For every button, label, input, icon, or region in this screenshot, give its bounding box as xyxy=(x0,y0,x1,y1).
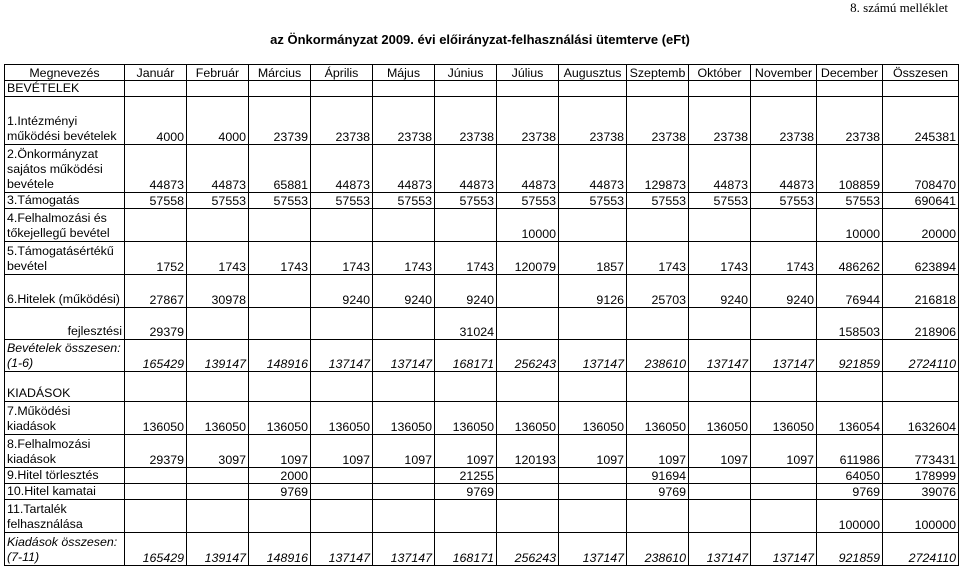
empty-cell xyxy=(435,81,497,97)
value-cell: 23738 xyxy=(751,97,817,145)
value-cell: 120193 xyxy=(497,435,559,468)
empty-cell xyxy=(817,372,883,402)
value-cell: 64050 xyxy=(817,468,883,484)
value-cell: 1743 xyxy=(689,242,751,275)
value-cell: 29379 xyxy=(125,308,187,340)
value-cell: 4000 xyxy=(187,97,249,145)
budget-table xyxy=(4,64,959,566)
value-cell: 23739 xyxy=(249,97,311,145)
value-cell xyxy=(187,468,249,484)
column-header: Összesen xyxy=(883,65,959,81)
value-cell: 136050 xyxy=(751,402,817,435)
value-cell: 3097 xyxy=(187,435,249,468)
value-cell xyxy=(497,484,559,500)
column-header: Március xyxy=(249,65,311,81)
value-cell xyxy=(311,308,373,340)
value-cell: 9240 xyxy=(435,275,497,308)
table-row xyxy=(5,193,959,209)
value-cell: 21255 xyxy=(435,468,497,484)
empty-cell xyxy=(689,81,751,97)
value-cell: 120079 xyxy=(497,242,559,275)
value-cell: 57553 xyxy=(559,193,627,209)
value-cell: 486262 xyxy=(817,242,883,275)
value-cell: 137147 xyxy=(373,533,435,566)
value-cell: 9769 xyxy=(435,484,497,500)
value-cell: 23738 xyxy=(627,97,689,145)
empty-cell xyxy=(373,81,435,97)
value-cell xyxy=(559,500,627,533)
value-cell: 57553 xyxy=(187,193,249,209)
value-cell: 137147 xyxy=(751,340,817,372)
value-cell: 2000 xyxy=(249,468,311,484)
value-cell xyxy=(751,209,817,242)
empty-cell xyxy=(627,81,689,97)
value-cell: 39076 xyxy=(883,484,959,500)
value-cell: 23738 xyxy=(435,97,497,145)
value-cell xyxy=(249,209,311,242)
empty-cell xyxy=(373,372,435,402)
column-header: November xyxy=(751,65,817,81)
table-row xyxy=(5,533,959,566)
value-cell: 137147 xyxy=(311,340,373,372)
value-cell xyxy=(187,209,249,242)
value-cell: 165429 xyxy=(125,340,187,372)
value-cell xyxy=(373,468,435,484)
row-label: 8.Felhalmozási kiadások xyxy=(5,435,125,468)
empty-cell xyxy=(817,81,883,97)
value-cell: 137147 xyxy=(559,340,627,372)
value-cell xyxy=(751,468,817,484)
empty-cell xyxy=(751,372,817,402)
value-cell: 136050 xyxy=(559,402,627,435)
value-cell xyxy=(627,209,689,242)
row-label: Bevételek összesen:(1-6) xyxy=(5,340,125,372)
value-cell xyxy=(497,308,559,340)
value-cell: 1743 xyxy=(311,242,373,275)
value-cell: 256243 xyxy=(497,340,559,372)
value-cell: 23738 xyxy=(559,97,627,145)
column-header: Május xyxy=(373,65,435,81)
table-row xyxy=(5,97,959,145)
value-cell: 100000 xyxy=(883,500,959,533)
value-cell xyxy=(125,484,187,500)
header-row xyxy=(5,65,959,81)
value-cell xyxy=(373,308,435,340)
table-row xyxy=(5,275,959,308)
value-cell xyxy=(373,209,435,242)
value-cell: 23738 xyxy=(689,97,751,145)
value-cell: 168171 xyxy=(435,533,497,566)
value-cell: 1097 xyxy=(249,435,311,468)
empty-cell xyxy=(187,372,249,402)
value-cell: 9769 xyxy=(627,484,689,500)
value-cell xyxy=(559,468,627,484)
row-label: 9.Hitel törlesztés xyxy=(5,468,125,484)
value-cell: 1097 xyxy=(435,435,497,468)
value-cell: 1857 xyxy=(559,242,627,275)
value-cell: 136050 xyxy=(125,402,187,435)
value-cell: 57553 xyxy=(627,193,689,209)
empty-cell xyxy=(559,81,627,97)
value-cell: 136054 xyxy=(817,402,883,435)
column-header: Szeptemb xyxy=(627,65,689,81)
row-label: Kiadások összesen:(7-11) xyxy=(5,533,125,566)
value-cell: 168171 xyxy=(435,340,497,372)
value-cell: 44873 xyxy=(373,145,435,193)
value-cell xyxy=(751,484,817,500)
value-cell xyxy=(497,468,559,484)
value-cell: 31024 xyxy=(435,308,497,340)
value-cell: 23738 xyxy=(497,97,559,145)
value-cell: 245381 xyxy=(883,97,959,145)
empty-cell xyxy=(559,372,627,402)
value-cell: 136050 xyxy=(373,402,435,435)
empty-cell xyxy=(497,81,559,97)
value-cell: 57553 xyxy=(751,193,817,209)
empty-cell xyxy=(497,372,559,402)
value-cell: 76944 xyxy=(817,275,883,308)
value-cell: 129873 xyxy=(627,145,689,193)
value-cell: 108859 xyxy=(817,145,883,193)
value-cell: 137147 xyxy=(689,340,751,372)
row-label: 11.Tartalék felhasználása xyxy=(5,500,125,533)
column-header: December xyxy=(817,65,883,81)
table-row xyxy=(5,484,959,500)
value-cell xyxy=(187,500,249,533)
row-label: 5.Támogatásértékű bevétel xyxy=(5,242,125,275)
value-cell xyxy=(497,275,559,308)
table-row xyxy=(5,468,959,484)
value-cell: 23738 xyxy=(311,97,373,145)
value-cell xyxy=(689,500,751,533)
value-cell: 9240 xyxy=(751,275,817,308)
value-cell: 57553 xyxy=(817,193,883,209)
row-label: 2.Önkormányzat sajátos működési bevétele xyxy=(5,145,125,193)
value-cell: 139147 xyxy=(187,533,249,566)
empty-cell xyxy=(311,372,373,402)
value-cell: 57553 xyxy=(689,193,751,209)
section-revenue-row xyxy=(5,81,959,97)
value-cell: 158503 xyxy=(817,308,883,340)
value-cell: 1097 xyxy=(373,435,435,468)
section-revenue: BEVÉTELEK xyxy=(5,81,125,97)
value-cell: 65881 xyxy=(249,145,311,193)
value-cell: 1743 xyxy=(751,242,817,275)
empty-cell xyxy=(311,81,373,97)
value-cell: 44873 xyxy=(497,145,559,193)
value-cell: 57553 xyxy=(373,193,435,209)
value-cell: 218906 xyxy=(883,308,959,340)
value-cell xyxy=(311,500,373,533)
row-label: 10.Hitel kamatai xyxy=(5,484,125,500)
value-cell xyxy=(689,484,751,500)
section-expense-row xyxy=(5,372,959,402)
value-cell xyxy=(125,468,187,484)
row-label: 1.Intézményi működési bevételek xyxy=(5,97,125,145)
value-cell xyxy=(627,308,689,340)
empty-cell xyxy=(249,81,311,97)
value-cell: 23738 xyxy=(817,97,883,145)
value-cell xyxy=(435,209,497,242)
value-cell: 1743 xyxy=(627,242,689,275)
value-cell: 256243 xyxy=(497,533,559,566)
value-cell xyxy=(311,468,373,484)
empty-cell xyxy=(627,372,689,402)
value-cell xyxy=(249,500,311,533)
value-cell: 57553 xyxy=(435,193,497,209)
value-cell: 139147 xyxy=(187,340,249,372)
table-row xyxy=(5,500,959,533)
value-cell: 4000 xyxy=(125,97,187,145)
annex-label: 8. számú melléklet xyxy=(850,0,948,15)
column-header: Április xyxy=(311,65,373,81)
empty-cell xyxy=(883,372,959,402)
value-cell xyxy=(125,209,187,242)
value-cell xyxy=(559,308,627,340)
value-cell: 137147 xyxy=(311,533,373,566)
value-cell: 690641 xyxy=(883,193,959,209)
value-cell: 611986 xyxy=(817,435,883,468)
value-cell: 2724110 xyxy=(883,340,959,372)
value-cell xyxy=(249,308,311,340)
value-cell: 1097 xyxy=(559,435,627,468)
value-cell: 136050 xyxy=(627,402,689,435)
value-cell xyxy=(559,209,627,242)
value-cell: 44873 xyxy=(559,145,627,193)
value-cell: 148916 xyxy=(249,340,311,372)
value-cell: 44873 xyxy=(311,145,373,193)
value-cell xyxy=(373,500,435,533)
empty-cell xyxy=(435,372,497,402)
value-cell: 136050 xyxy=(249,402,311,435)
value-cell xyxy=(373,484,435,500)
page-title: az Önkormányzat 2009. évi előirányzat-felhasználási ütemterve (eFt) xyxy=(270,32,690,47)
column-header: Február xyxy=(187,65,249,81)
value-cell: 1743 xyxy=(249,242,311,275)
value-cell: 137147 xyxy=(689,533,751,566)
value-cell: 9126 xyxy=(559,275,627,308)
value-cell: 216818 xyxy=(883,275,959,308)
row-label: 4.Felhalmozási és tőkejellegű bevétel xyxy=(5,209,125,242)
value-cell: 30978 xyxy=(187,275,249,308)
value-cell: 1743 xyxy=(435,242,497,275)
value-cell: 91694 xyxy=(627,468,689,484)
row-label: 7.Működési kiadások xyxy=(5,402,125,435)
value-cell: 10000 xyxy=(497,209,559,242)
value-cell: 623894 xyxy=(883,242,959,275)
column-header: Január xyxy=(125,65,187,81)
column-header: Megnevezés xyxy=(5,65,125,81)
value-cell: 9769 xyxy=(249,484,311,500)
value-cell: 44873 xyxy=(125,145,187,193)
value-cell: 10000 xyxy=(817,209,883,242)
empty-cell xyxy=(689,372,751,402)
value-cell xyxy=(689,468,751,484)
table-row xyxy=(5,308,959,340)
value-cell: 20000 xyxy=(883,209,959,242)
value-cell: 1097 xyxy=(751,435,817,468)
value-cell: 1743 xyxy=(373,242,435,275)
section-expense: KIADÁSOK xyxy=(5,372,125,402)
column-header: Július xyxy=(497,65,559,81)
value-cell xyxy=(497,500,559,533)
value-cell: 136050 xyxy=(435,402,497,435)
empty-cell xyxy=(125,81,187,97)
value-cell: 238610 xyxy=(627,533,689,566)
value-cell xyxy=(187,484,249,500)
value-cell: 165429 xyxy=(125,533,187,566)
value-cell: 1097 xyxy=(311,435,373,468)
value-cell: 57553 xyxy=(311,193,373,209)
value-cell xyxy=(249,275,311,308)
value-cell xyxy=(689,308,751,340)
value-cell: 1632604 xyxy=(883,402,959,435)
value-cell: 9240 xyxy=(373,275,435,308)
empty-cell xyxy=(249,372,311,402)
value-cell: 921859 xyxy=(817,340,883,372)
value-cell: 1097 xyxy=(627,435,689,468)
column-header: Augusztus xyxy=(559,65,627,81)
value-cell: 57558 xyxy=(125,193,187,209)
value-cell: 1743 xyxy=(187,242,249,275)
value-cell xyxy=(435,500,497,533)
value-cell: 44873 xyxy=(187,145,249,193)
value-cell: 178999 xyxy=(883,468,959,484)
value-cell: 44873 xyxy=(751,145,817,193)
value-cell xyxy=(751,500,817,533)
value-cell xyxy=(311,209,373,242)
value-cell xyxy=(311,484,373,500)
table-row xyxy=(5,145,959,193)
value-cell: 57553 xyxy=(249,193,311,209)
value-cell xyxy=(751,308,817,340)
table-row xyxy=(5,402,959,435)
value-cell: 1752 xyxy=(125,242,187,275)
value-cell: 136050 xyxy=(497,402,559,435)
value-cell: 1097 xyxy=(689,435,751,468)
value-cell: 773431 xyxy=(883,435,959,468)
value-cell: 921859 xyxy=(817,533,883,566)
table-row xyxy=(5,242,959,275)
value-cell: 27867 xyxy=(125,275,187,308)
value-cell: 29379 xyxy=(125,435,187,468)
value-cell: 23738 xyxy=(373,97,435,145)
value-cell: 9240 xyxy=(311,275,373,308)
value-cell: 100000 xyxy=(817,500,883,533)
value-cell: 136050 xyxy=(311,402,373,435)
value-cell: 708470 xyxy=(883,145,959,193)
row-label: fejlesztési xyxy=(5,308,125,340)
value-cell xyxy=(689,209,751,242)
table-row xyxy=(5,209,959,242)
value-cell: 238610 xyxy=(627,340,689,372)
empty-cell xyxy=(883,81,959,97)
column-header: Június xyxy=(435,65,497,81)
value-cell xyxy=(559,484,627,500)
value-cell: 148916 xyxy=(249,533,311,566)
value-cell: 57553 xyxy=(497,193,559,209)
empty-cell xyxy=(187,81,249,97)
value-cell: 137147 xyxy=(559,533,627,566)
empty-cell xyxy=(125,372,187,402)
value-cell xyxy=(187,308,249,340)
value-cell xyxy=(627,500,689,533)
value-cell: 9769 xyxy=(817,484,883,500)
value-cell xyxy=(125,500,187,533)
value-cell: 44873 xyxy=(435,145,497,193)
column-header: Október xyxy=(689,65,751,81)
empty-cell xyxy=(751,81,817,97)
row-label: 3.Támogatás xyxy=(5,193,125,209)
value-cell: 44873 xyxy=(689,145,751,193)
value-cell: 9240 xyxy=(689,275,751,308)
table-row xyxy=(5,435,959,468)
row-label: 6.Hitelek (működési) xyxy=(5,275,125,308)
value-cell: 136050 xyxy=(187,402,249,435)
value-cell: 136050 xyxy=(689,402,751,435)
value-cell: 137147 xyxy=(373,340,435,372)
value-cell: 25703 xyxy=(627,275,689,308)
table-row xyxy=(5,340,959,372)
value-cell: 2724110 xyxy=(883,533,959,566)
value-cell: 137147 xyxy=(751,533,817,566)
